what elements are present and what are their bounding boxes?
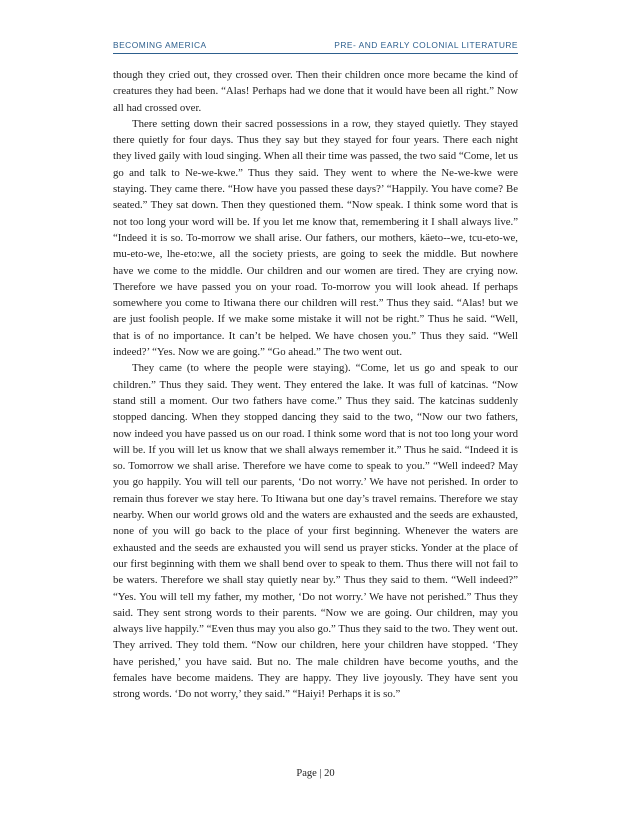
header-divider [113,53,518,54]
header-book-title: BECOMING AMERICA [113,40,207,50]
paragraph-1: though they cried out, they crossed over. Then their children once more became the kind of creatures they had been. “Alas! Perhaps had we done that it would have been all right.” Now all had crossed over. [113,69,518,114]
header-section-title: PRE- AND EARLY COLONIAL LITERATURE [334,40,518,50]
page-number: Page | 20 [296,768,335,779]
paragraph-3: They came (to where the people were staying). “Come, let us go and speak to our children.” Thus they said. They went. They entered the lake. It was full of katcinas. “Now stand still a moment. Our two fathers have come.” Thus they said. The katcinas suddenly stopped dancing. When they stopped dancing they said to the two, “Now our two fathers, now indeed you have passed us on our road. I think some word that is not too long your word will be. If you will let us know that we shall always remember it.” Thus he said. “Indeed it is so. Tomorrow we shall arise. Therefore we have come to speak to you.” “Well indeed? May you go happily. You will tell our parents, ‘Do not worry.’ We have not perished. In order to remain thus forever we stay here. To Itiwana but one day’s travel remains. Therefore we stay nearby. When our world grows old and the waters are exhausted and the seeds are exhausted, none of you will go back to the place of your first beginning. Whenever the waters are exhausted and the seeds are exhausted you will send us prayer sticks. Yonder at the place of our first beginning with them we shall bend over to speak to them. Thus there will not fail to be waters. Therefore we shall stay quietly near by.” Thus they said to them. “Well indeed?” “Yes. You will tell my father, my mother, ‘Do not worry.’ We have not perished.” Thus they said. They sent strong words to their parents. “Now we are going. Our children, may you always live happily.” “Even thus may you also go.” Thus they said to the two. They went out. They arrived. They told them. “Now our children, here your children have stopped. ‘They have perished,’ you have said. But no. The male children have become youths, and the females have become maidens. They are happy. They live joyously. They have sent you strong words. ‘Do not worry,’ they said.” “Haiyi! Perhaps it is so.” [113,362,518,701]
paragraph-2: There setting down their sacred possessions in a row, they stayed quietly. They stayed there quietly for four days. Thus they say but they stayed for four years. There each night they lived gaily with loud singing. When all their time was passed, the two said “Come, let us go and talk to Ne-we-kwe.” Thus they said. They went to where the Ne-we-kwe were staying. They came there. “How have you passed these days?’ “Happily. You have come? Be seated.” They sat down. Then they questioned them. “Now speak. I think some word that is not too long your word will be. If you let me know that, remembering it I shall always live.” “Indeed it is so. To-morrow we shall arise. Our fathers, our mothers, käeto--we, tcu-eto-we, mu-eto-we, lhe-eto:we, all the society priests, are going to seek the middle. But nowhere have we come to the middle. Our children and our women are tired. They are crying now. Therefore we have passed you on your road. To-morrow you will look ahead. If perhaps somewhere you come to Itiwana there our children will rest.” Thus they said. “Alas! but we are just foolish people. If we make some mistake it will not be right.” Thus he said. “Well, that is of no importance. It can’t be helped. We have chosen you.” Thus they said. “Well indeed?’ “Yes. Now we are going.” “Go ahead.” The two went out. [113,117,518,359]
body-text [113,67,518,703]
